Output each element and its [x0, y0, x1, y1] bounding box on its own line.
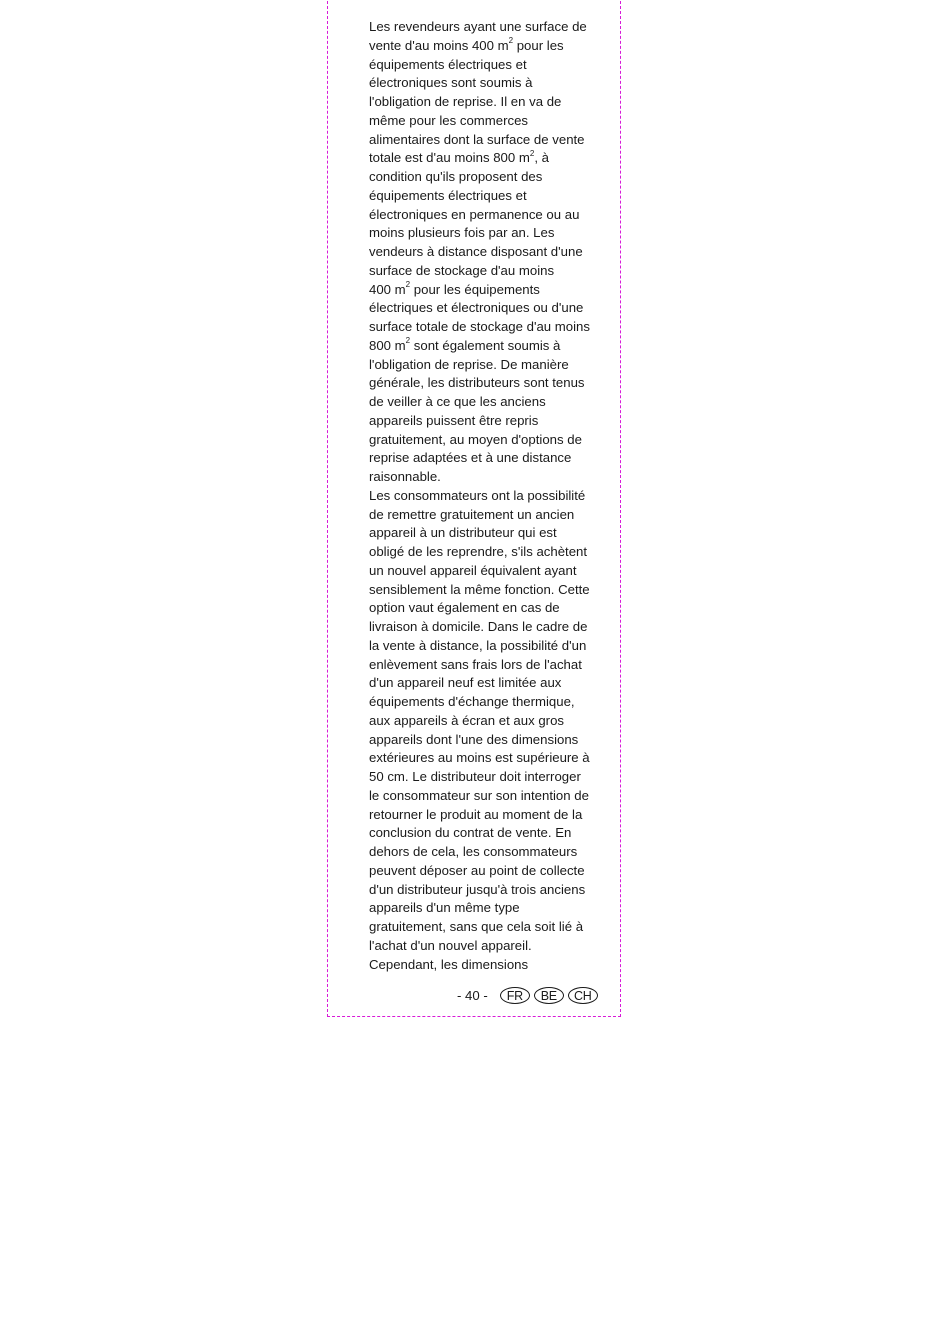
text-line: sensiblement la même fonction. Cette [369, 581, 590, 597]
text-line: équipements d'échange thermique, [369, 694, 575, 709]
text-line: aux appareils à écran et aux gros [369, 712, 564, 728]
text-line: appareil à un distributeur qui est [369, 525, 557, 541]
text-line: d'un appareil neuf est limitée aux [369, 675, 562, 691]
text-line: livraison à domicile. Dans le cadre de [369, 619, 588, 634]
text-line: totale est d'au moins 800 $m^2$, à [369, 148, 549, 166]
text-line: même pour les commerces [369, 112, 529, 128]
text-line: peuvent déposer au point de collecte [369, 862, 585, 878]
text-line: électroniques sont soumis à [369, 75, 533, 91]
text-line: d'un distributeur jusqu'à trois anciens [369, 881, 586, 897]
text-line: surface de stockage d'au moins [369, 262, 555, 278]
text-line: gratuitement, sans que cela soit lié à [369, 919, 584, 934]
text-line: un nouvel appareil équivalent ayant [369, 562, 577, 578]
text-line: enlèvement sans frais lors de l'achat [369, 656, 582, 672]
text-line: alimentaires dont la surface de vente [369, 131, 585, 147]
text-line: 800 $m^2$ sont également soumis à [369, 336, 561, 353]
text-line: extérieures au moins est supérieure à [369, 750, 590, 766]
text-line: 400 $m^2$ pour les équipements [369, 280, 540, 297]
text-line: appareils dont l'une des dimensions [369, 731, 579, 747]
text-line: retourner le produit au moment de la [369, 806, 583, 822]
text-line: vendeurs à distance disposant d'une [369, 244, 583, 259]
text-line: électroniques en permanence ou au [369, 206, 580, 222]
text-line: équipements électriques et [369, 187, 527, 203]
text-line: dehors de cela, les consommateurs [369, 844, 578, 859]
text-line: de veiller à ce que les anciens [369, 394, 546, 409]
text-line: gratuitement, au moyen d'options de [369, 431, 582, 447]
text-line: moins plusieurs fois par an. Les [369, 225, 555, 241]
text-line: équipements électriques et [369, 56, 527, 72]
page-footer [457, 985, 602, 1005]
text-line: condition qu'ils proposent des [369, 169, 543, 184]
text-line: obligé de les reprendre, s'ils achètent [369, 544, 588, 559]
country-badge-ch: CH [568, 987, 598, 1004]
text-line: l'obligation de reprise. Il en va de [369, 94, 562, 109]
text-line: l'obligation de reprise. De manière [369, 356, 569, 372]
text-line: raisonnable. [369, 469, 441, 484]
text-line: surface totale de stockage d'au moins [369, 319, 590, 334]
text-line: appareils d'un même type [369, 900, 520, 916]
country-badge-be: BE [534, 987, 564, 1004]
text-line: Les revendeurs ayant une surface de [369, 19, 587, 34]
text-line: l'achat d'un nouvel appareil. [369, 937, 532, 953]
country-badge-fr: FR [500, 987, 530, 1004]
text-line: appareils puissent être repris [369, 412, 539, 428]
text-line: vente d'au moins 400 $m^2$ pour les [369, 36, 564, 53]
text-line: conclusion du contrat de vente. En [369, 825, 572, 841]
text-line: électriques et électroniques ou d'une [369, 300, 584, 316]
text-line: de remettre gratuitement un ancien [369, 506, 575, 522]
text-line: la vente à distance, la possibilité d'un [369, 637, 587, 653]
text-line: reprise adaptées et à une distance [369, 450, 572, 466]
text-line: générale, les distributeurs sont tenus [369, 375, 585, 391]
text-line: Cependant, les dimensions [369, 956, 529, 972]
body-text [369, 18, 605, 974]
text-line: 50 cm. Le distributeur doit interroger [369, 769, 581, 784]
text-line: Les consommateurs ont la possibilité [369, 487, 586, 503]
page-number: - 40 - [457, 987, 488, 1003]
text-line: le consommateur sur son intention de [369, 787, 589, 803]
text-line: option vaut également en cas de [369, 600, 560, 616]
